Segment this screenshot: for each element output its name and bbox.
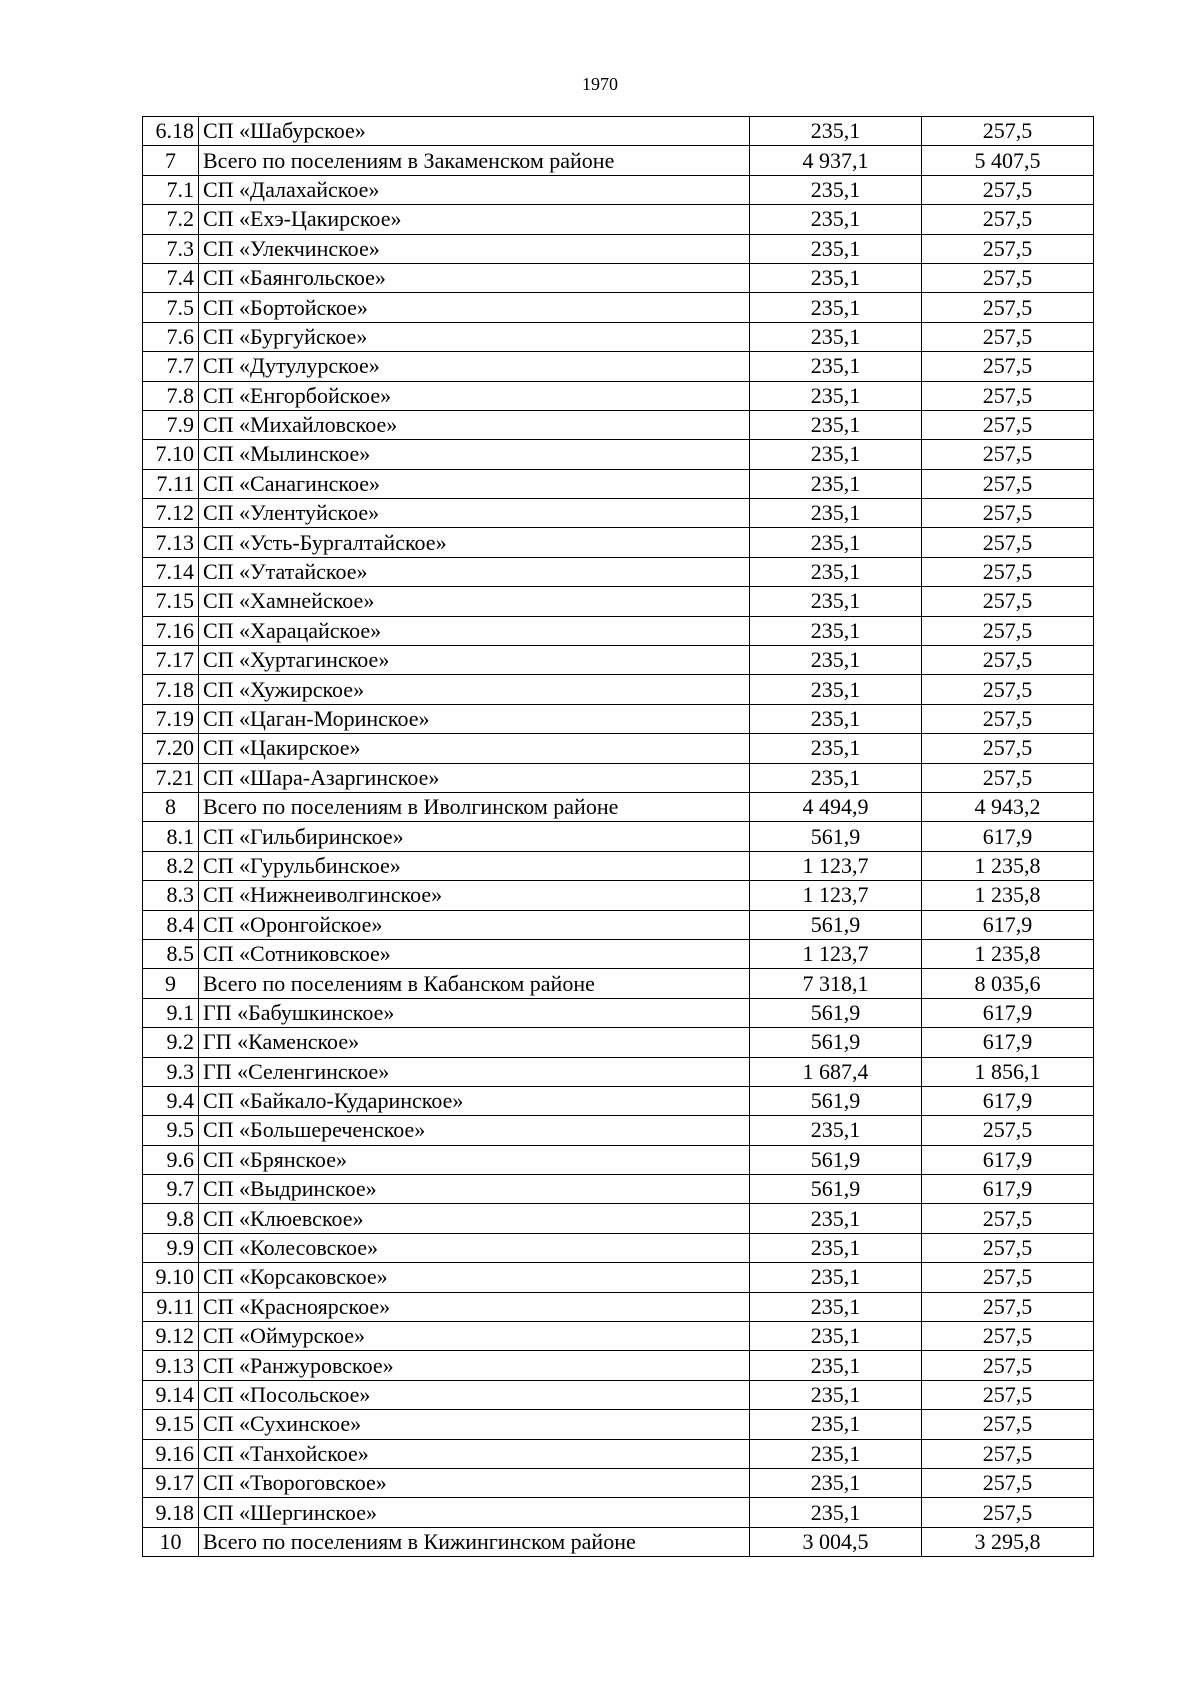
value-1-cell: 561,9 <box>750 1145 922 1174</box>
row-number-cell: 7.11 <box>143 469 199 498</box>
value-2-cell: 1 235,8 <box>922 881 1094 910</box>
table-row <box>143 646 1094 675</box>
row-number-cell: 9.9 <box>143 1233 199 1262</box>
value-2-cell: 257,5 <box>922 528 1094 557</box>
value-1-cell: 235,1 <box>750 381 922 410</box>
value-2-cell: 257,5 <box>922 381 1094 410</box>
value-1-cell: 561,9 <box>750 822 922 851</box>
row-number-cell: 7.13 <box>143 528 199 557</box>
table-row <box>143 822 1094 851</box>
settlement-name-cell: СП «Оронгойское» <box>199 910 750 939</box>
value-2-cell: 257,5 <box>922 646 1094 675</box>
value-1-cell: 235,1 <box>750 1498 922 1527</box>
table-row <box>143 1204 1094 1233</box>
row-number-cell: 8.2 <box>143 851 199 880</box>
value-2-cell: 257,5 <box>922 734 1094 763</box>
row-number-cell: 7.3 <box>143 234 199 263</box>
row-number-cell: 7.9 <box>143 410 199 439</box>
value-1-cell: 235,1 <box>750 410 922 439</box>
row-number-cell: 7.20 <box>143 734 199 763</box>
row-number-cell: 7.6 <box>143 322 199 351</box>
table-row <box>143 910 1094 939</box>
row-number-cell: 7.5 <box>143 293 199 322</box>
settlement-name-cell: СП «Хуртагинское» <box>199 646 750 675</box>
settlement-name-cell: Всего по поселениям в Кабанском районе <box>199 969 750 998</box>
row-number-cell: 9.18 <box>143 1498 199 1527</box>
settlement-name-cell: Всего по поселениям в Кижингинском районе <box>199 1527 750 1556</box>
value-2-cell: 257,5 <box>922 175 1094 204</box>
settlement-name-cell: СП «Большереченское» <box>199 1116 750 1145</box>
table-row <box>143 469 1094 498</box>
settlement-name-cell: СП «Енгорбойское» <box>199 381 750 410</box>
settlement-name-cell: СП «Гильбиринское» <box>199 822 750 851</box>
row-number-cell: 8 <box>143 792 199 821</box>
value-2-cell: 257,5 <box>922 263 1094 292</box>
table-row <box>143 851 1094 880</box>
settlement-name-cell: СП «Шара-Азаргинское» <box>199 763 750 792</box>
settlement-name-cell: СП «Сотниковское» <box>199 939 750 968</box>
settlement-name-cell: СП «Дутулурское» <box>199 352 750 381</box>
value-2-cell: 257,5 <box>922 1351 1094 1380</box>
table-row <box>143 1263 1094 1292</box>
value-2-cell: 257,5 <box>922 499 1094 528</box>
value-2-cell: 257,5 <box>922 1233 1094 1262</box>
table-row <box>143 763 1094 792</box>
settlement-name-cell: ГП «Селенгинское» <box>199 1057 750 1086</box>
value-1-cell: 235,1 <box>750 352 922 381</box>
table-row <box>143 1086 1094 1115</box>
settlement-name-cell: СП «Колесовское» <box>199 1233 750 1262</box>
value-2-cell: 257,5 <box>922 440 1094 469</box>
settlement-name-cell: ГП «Каменское» <box>199 1028 750 1057</box>
value-2-cell: 257,5 <box>922 1322 1094 1351</box>
settlement-name-cell: СП «Красноярское» <box>199 1292 750 1321</box>
row-number-cell: 9.8 <box>143 1204 199 1233</box>
settlement-name-cell: СП «Танхойское» <box>199 1439 750 1468</box>
settlement-name-cell: СП «Нижнеиволгинское» <box>199 881 750 910</box>
table-row <box>143 1233 1094 1262</box>
row-number-cell: 8.5 <box>143 939 199 968</box>
row-number-cell: 7.15 <box>143 587 199 616</box>
settlement-name-cell: СП «Бортойское» <box>199 293 750 322</box>
value-1-cell: 235,1 <box>750 763 922 792</box>
value-2-cell: 617,9 <box>922 822 1094 851</box>
row-number-cell: 7.19 <box>143 704 199 733</box>
table-row <box>143 881 1094 910</box>
value-1-cell: 561,9 <box>750 1175 922 1204</box>
value-2-cell: 257,5 <box>922 1410 1094 1439</box>
settlement-name-cell: СП «Шергинское» <box>199 1498 750 1527</box>
table-row <box>143 322 1094 351</box>
value-1-cell: 235,1 <box>750 117 922 146</box>
value-2-cell: 257,5 <box>922 763 1094 792</box>
settlement-name-cell: СП «Байкало-Кударинское» <box>199 1086 750 1115</box>
row-number-cell: 7.1 <box>143 175 199 204</box>
table-row <box>143 352 1094 381</box>
row-number-cell: 9.4 <box>143 1086 199 1115</box>
row-number-cell: 8.3 <box>143 881 199 910</box>
value-2-cell: 617,9 <box>922 1086 1094 1115</box>
table-row <box>143 381 1094 410</box>
row-number-cell: 9.14 <box>143 1380 199 1409</box>
table-total-row <box>143 146 1094 175</box>
table-row <box>143 1028 1094 1057</box>
row-number-cell: 7 <box>143 146 199 175</box>
table-total-row <box>143 969 1094 998</box>
table-row <box>143 440 1094 469</box>
value-1-cell: 3 004,5 <box>750 1527 922 1556</box>
row-number-cell: 9.15 <box>143 1410 199 1439</box>
table-row <box>143 616 1094 645</box>
settlement-name-cell: СП «Цакирское» <box>199 734 750 763</box>
row-number-cell: 9.6 <box>143 1145 199 1174</box>
row-number-cell: 7.16 <box>143 616 199 645</box>
value-2-cell: 257,5 <box>922 1380 1094 1409</box>
row-number-cell: 7.21 <box>143 763 199 792</box>
row-number-cell: 7.12 <box>143 499 199 528</box>
table-row <box>143 263 1094 292</box>
value-2-cell: 257,5 <box>922 1468 1094 1497</box>
value-2-cell: 3 295,8 <box>922 1527 1094 1556</box>
value-1-cell: 235,1 <box>750 175 922 204</box>
value-1-cell: 235,1 <box>750 205 922 234</box>
row-number-cell: 8.1 <box>143 822 199 851</box>
settlements-table <box>142 116 1094 1557</box>
settlement-name-cell: СП «Хужирское» <box>199 675 750 704</box>
settlement-name-cell: СП «Ехэ-Цакирское» <box>199 205 750 234</box>
value-2-cell: 5 407,5 <box>922 146 1094 175</box>
value-1-cell: 235,1 <box>750 440 922 469</box>
value-1-cell: 235,1 <box>750 263 922 292</box>
row-number-cell: 7.7 <box>143 352 199 381</box>
value-2-cell: 1 235,8 <box>922 851 1094 880</box>
value-2-cell: 257,5 <box>922 1263 1094 1292</box>
value-1-cell: 235,1 <box>750 1322 922 1351</box>
table-row <box>143 1116 1094 1145</box>
value-1-cell: 1 687,4 <box>750 1057 922 1086</box>
settlement-name-cell: СП «Сухинское» <box>199 1410 750 1439</box>
table-row <box>143 1468 1094 1497</box>
value-2-cell: 257,5 <box>922 469 1094 498</box>
value-2-cell: 257,5 <box>922 322 1094 351</box>
table-row <box>143 528 1094 557</box>
settlement-name-cell: СП «Харацайское» <box>199 616 750 645</box>
settlement-name-cell: СП «Михайловское» <box>199 410 750 439</box>
value-2-cell: 257,5 <box>922 234 1094 263</box>
settlement-name-cell: СП «Ранжуровское» <box>199 1351 750 1380</box>
value-2-cell: 617,9 <box>922 1028 1094 1057</box>
table-row <box>143 1498 1094 1527</box>
value-1-cell: 235,1 <box>750 499 922 528</box>
value-1-cell: 235,1 <box>750 322 922 351</box>
settlement-name-cell: СП «Корсаковское» <box>199 1263 750 1292</box>
settlement-name-cell: СП «Далахайское» <box>199 175 750 204</box>
table-row <box>143 998 1094 1027</box>
settlement-name-cell: СП «Улентуйское» <box>199 499 750 528</box>
settlement-name-cell: СП «Посольское» <box>199 1380 750 1409</box>
value-2-cell: 257,5 <box>922 1439 1094 1468</box>
settlement-name-cell: СП «Бургуйское» <box>199 322 750 351</box>
page-number: 1970 <box>582 74 618 94</box>
row-number-cell: 7.17 <box>143 646 199 675</box>
settlement-name-cell: СП «Оймурское» <box>199 1322 750 1351</box>
table-row <box>143 939 1094 968</box>
value-2-cell: 257,5 <box>922 410 1094 439</box>
settlement-name-cell: Всего по поселениям в Иволгинском районе <box>199 792 750 821</box>
row-number-cell: 9.7 <box>143 1175 199 1204</box>
table-row <box>143 1057 1094 1086</box>
value-1-cell: 235,1 <box>750 646 922 675</box>
row-number-cell: 9.10 <box>143 1263 199 1292</box>
table-row <box>143 675 1094 704</box>
table-total-row <box>143 1527 1094 1556</box>
value-1-cell: 235,1 <box>750 1380 922 1409</box>
value-1-cell: 235,1 <box>750 616 922 645</box>
row-number-cell: 9.16 <box>143 1439 199 1468</box>
table-row <box>143 1410 1094 1439</box>
row-number-cell: 9.12 <box>143 1322 199 1351</box>
row-number-cell: 9.1 <box>143 998 199 1027</box>
value-2-cell: 4 943,2 <box>922 792 1094 821</box>
value-2-cell: 257,5 <box>922 675 1094 704</box>
settlement-name-cell: СП «Гурульбинское» <box>199 851 750 880</box>
table-row <box>143 1145 1094 1174</box>
value-2-cell: 617,9 <box>922 998 1094 1027</box>
table-row <box>143 117 1094 146</box>
value-1-cell: 561,9 <box>750 998 922 1027</box>
settlement-name-cell: СП «Мылинское» <box>199 440 750 469</box>
row-number-cell: 7.8 <box>143 381 199 410</box>
value-1-cell: 235,1 <box>750 1233 922 1262</box>
value-1-cell: 235,1 <box>750 234 922 263</box>
value-2-cell: 1 235,8 <box>922 939 1094 968</box>
value-2-cell: 617,9 <box>922 910 1094 939</box>
table-row <box>143 1292 1094 1321</box>
value-1-cell: 235,1 <box>750 1116 922 1145</box>
row-number-cell: 10 <box>143 1527 199 1556</box>
row-number-cell: 7.18 <box>143 675 199 704</box>
table-row <box>143 175 1094 204</box>
value-1-cell: 561,9 <box>750 910 922 939</box>
value-2-cell: 617,9 <box>922 1175 1094 1204</box>
table-row <box>143 734 1094 763</box>
table-row <box>143 1380 1094 1409</box>
value-1-cell: 235,1 <box>750 1292 922 1321</box>
value-2-cell: 1 856,1 <box>922 1057 1094 1086</box>
settlement-name-cell: СП «Санагинское» <box>199 469 750 498</box>
table-row <box>143 1322 1094 1351</box>
table-row <box>143 704 1094 733</box>
value-2-cell: 257,5 <box>922 1204 1094 1233</box>
value-1-cell: 235,1 <box>750 528 922 557</box>
table-row <box>143 293 1094 322</box>
table-row <box>143 205 1094 234</box>
value-1-cell: 235,1 <box>750 1263 922 1292</box>
settlement-name-cell: СП «Твороговское» <box>199 1468 750 1497</box>
value-2-cell: 617,9 <box>922 1145 1094 1174</box>
table-total-row <box>143 792 1094 821</box>
row-number-cell: 9.17 <box>143 1468 199 1497</box>
value-1-cell: 561,9 <box>750 1086 922 1115</box>
settlement-name-cell: СП «Цаган-Моринское» <box>199 704 750 733</box>
value-1-cell: 1 123,7 <box>750 881 922 910</box>
value-2-cell: 257,5 <box>922 557 1094 586</box>
value-1-cell: 235,1 <box>750 1351 922 1380</box>
value-1-cell: 1 123,7 <box>750 851 922 880</box>
settlement-name-cell: СП «Шабурское» <box>199 117 750 146</box>
table-row <box>143 1439 1094 1468</box>
table-row <box>143 234 1094 263</box>
row-number-cell: 9.11 <box>143 1292 199 1321</box>
value-1-cell: 1 123,7 <box>750 939 922 968</box>
value-1-cell: 235,1 <box>750 1410 922 1439</box>
row-number-cell: 7.2 <box>143 205 199 234</box>
value-1-cell: 235,1 <box>750 1204 922 1233</box>
value-1-cell: 235,1 <box>750 1439 922 1468</box>
row-number-cell: 8.4 <box>143 910 199 939</box>
table-row <box>143 499 1094 528</box>
row-number-cell: 9.13 <box>143 1351 199 1380</box>
value-1-cell: 561,9 <box>750 1028 922 1057</box>
table-row <box>143 557 1094 586</box>
row-number-cell: 7.14 <box>143 557 199 586</box>
table-row <box>143 587 1094 616</box>
settlement-name-cell: Всего по поселениям в Закаменском районе <box>199 146 750 175</box>
value-1-cell: 4 494,9 <box>750 792 922 821</box>
row-number-cell: 6.18 <box>143 117 199 146</box>
value-1-cell: 235,1 <box>750 734 922 763</box>
value-2-cell: 8 035,6 <box>922 969 1094 998</box>
settlement-name-cell: СП «Баянгольское» <box>199 263 750 292</box>
table-body <box>143 117 1094 1557</box>
settlement-name-cell: СП «Выдринское» <box>199 1175 750 1204</box>
value-1-cell: 4 937,1 <box>750 146 922 175</box>
value-2-cell: 257,5 <box>922 352 1094 381</box>
table-row <box>143 1175 1094 1204</box>
value-2-cell: 257,5 <box>922 293 1094 322</box>
value-2-cell: 257,5 <box>922 1498 1094 1527</box>
value-1-cell: 235,1 <box>750 469 922 498</box>
settlement-name-cell: СП «Улекчинское» <box>199 234 750 263</box>
row-number-cell: 9.3 <box>143 1057 199 1086</box>
value-2-cell: 257,5 <box>922 704 1094 733</box>
settlement-name-cell: СП «Клюевское» <box>199 1204 750 1233</box>
value-1-cell: 235,1 <box>750 675 922 704</box>
value-2-cell: 257,5 <box>922 117 1094 146</box>
value-2-cell: 257,5 <box>922 1116 1094 1145</box>
value-1-cell: 235,1 <box>750 704 922 733</box>
value-1-cell: 235,1 <box>750 293 922 322</box>
settlement-name-cell: СП «Брянское» <box>199 1145 750 1174</box>
table-row <box>143 1351 1094 1380</box>
row-number-cell: 7.10 <box>143 440 199 469</box>
value-2-cell: 257,5 <box>922 205 1094 234</box>
settlement-name-cell: СП «Утатайское» <box>199 557 750 586</box>
row-number-cell: 9.5 <box>143 1116 199 1145</box>
value-1-cell: 235,1 <box>750 587 922 616</box>
value-1-cell: 235,1 <box>750 1468 922 1497</box>
settlement-name-cell: ГП «Бабушкинское» <box>199 998 750 1027</box>
value-1-cell: 235,1 <box>750 557 922 586</box>
value-2-cell: 257,5 <box>922 616 1094 645</box>
row-number-cell: 7.4 <box>143 263 199 292</box>
table-row <box>143 410 1094 439</box>
row-number-cell: 9 <box>143 969 199 998</box>
settlement-name-cell: СП «Хамнейское» <box>199 587 750 616</box>
row-number-cell: 9.2 <box>143 1028 199 1057</box>
value-2-cell: 257,5 <box>922 587 1094 616</box>
value-2-cell: 257,5 <box>922 1292 1094 1321</box>
value-1-cell: 7 318,1 <box>750 969 922 998</box>
settlement-name-cell: СП «Усть-Бургалтайское» <box>199 528 750 557</box>
